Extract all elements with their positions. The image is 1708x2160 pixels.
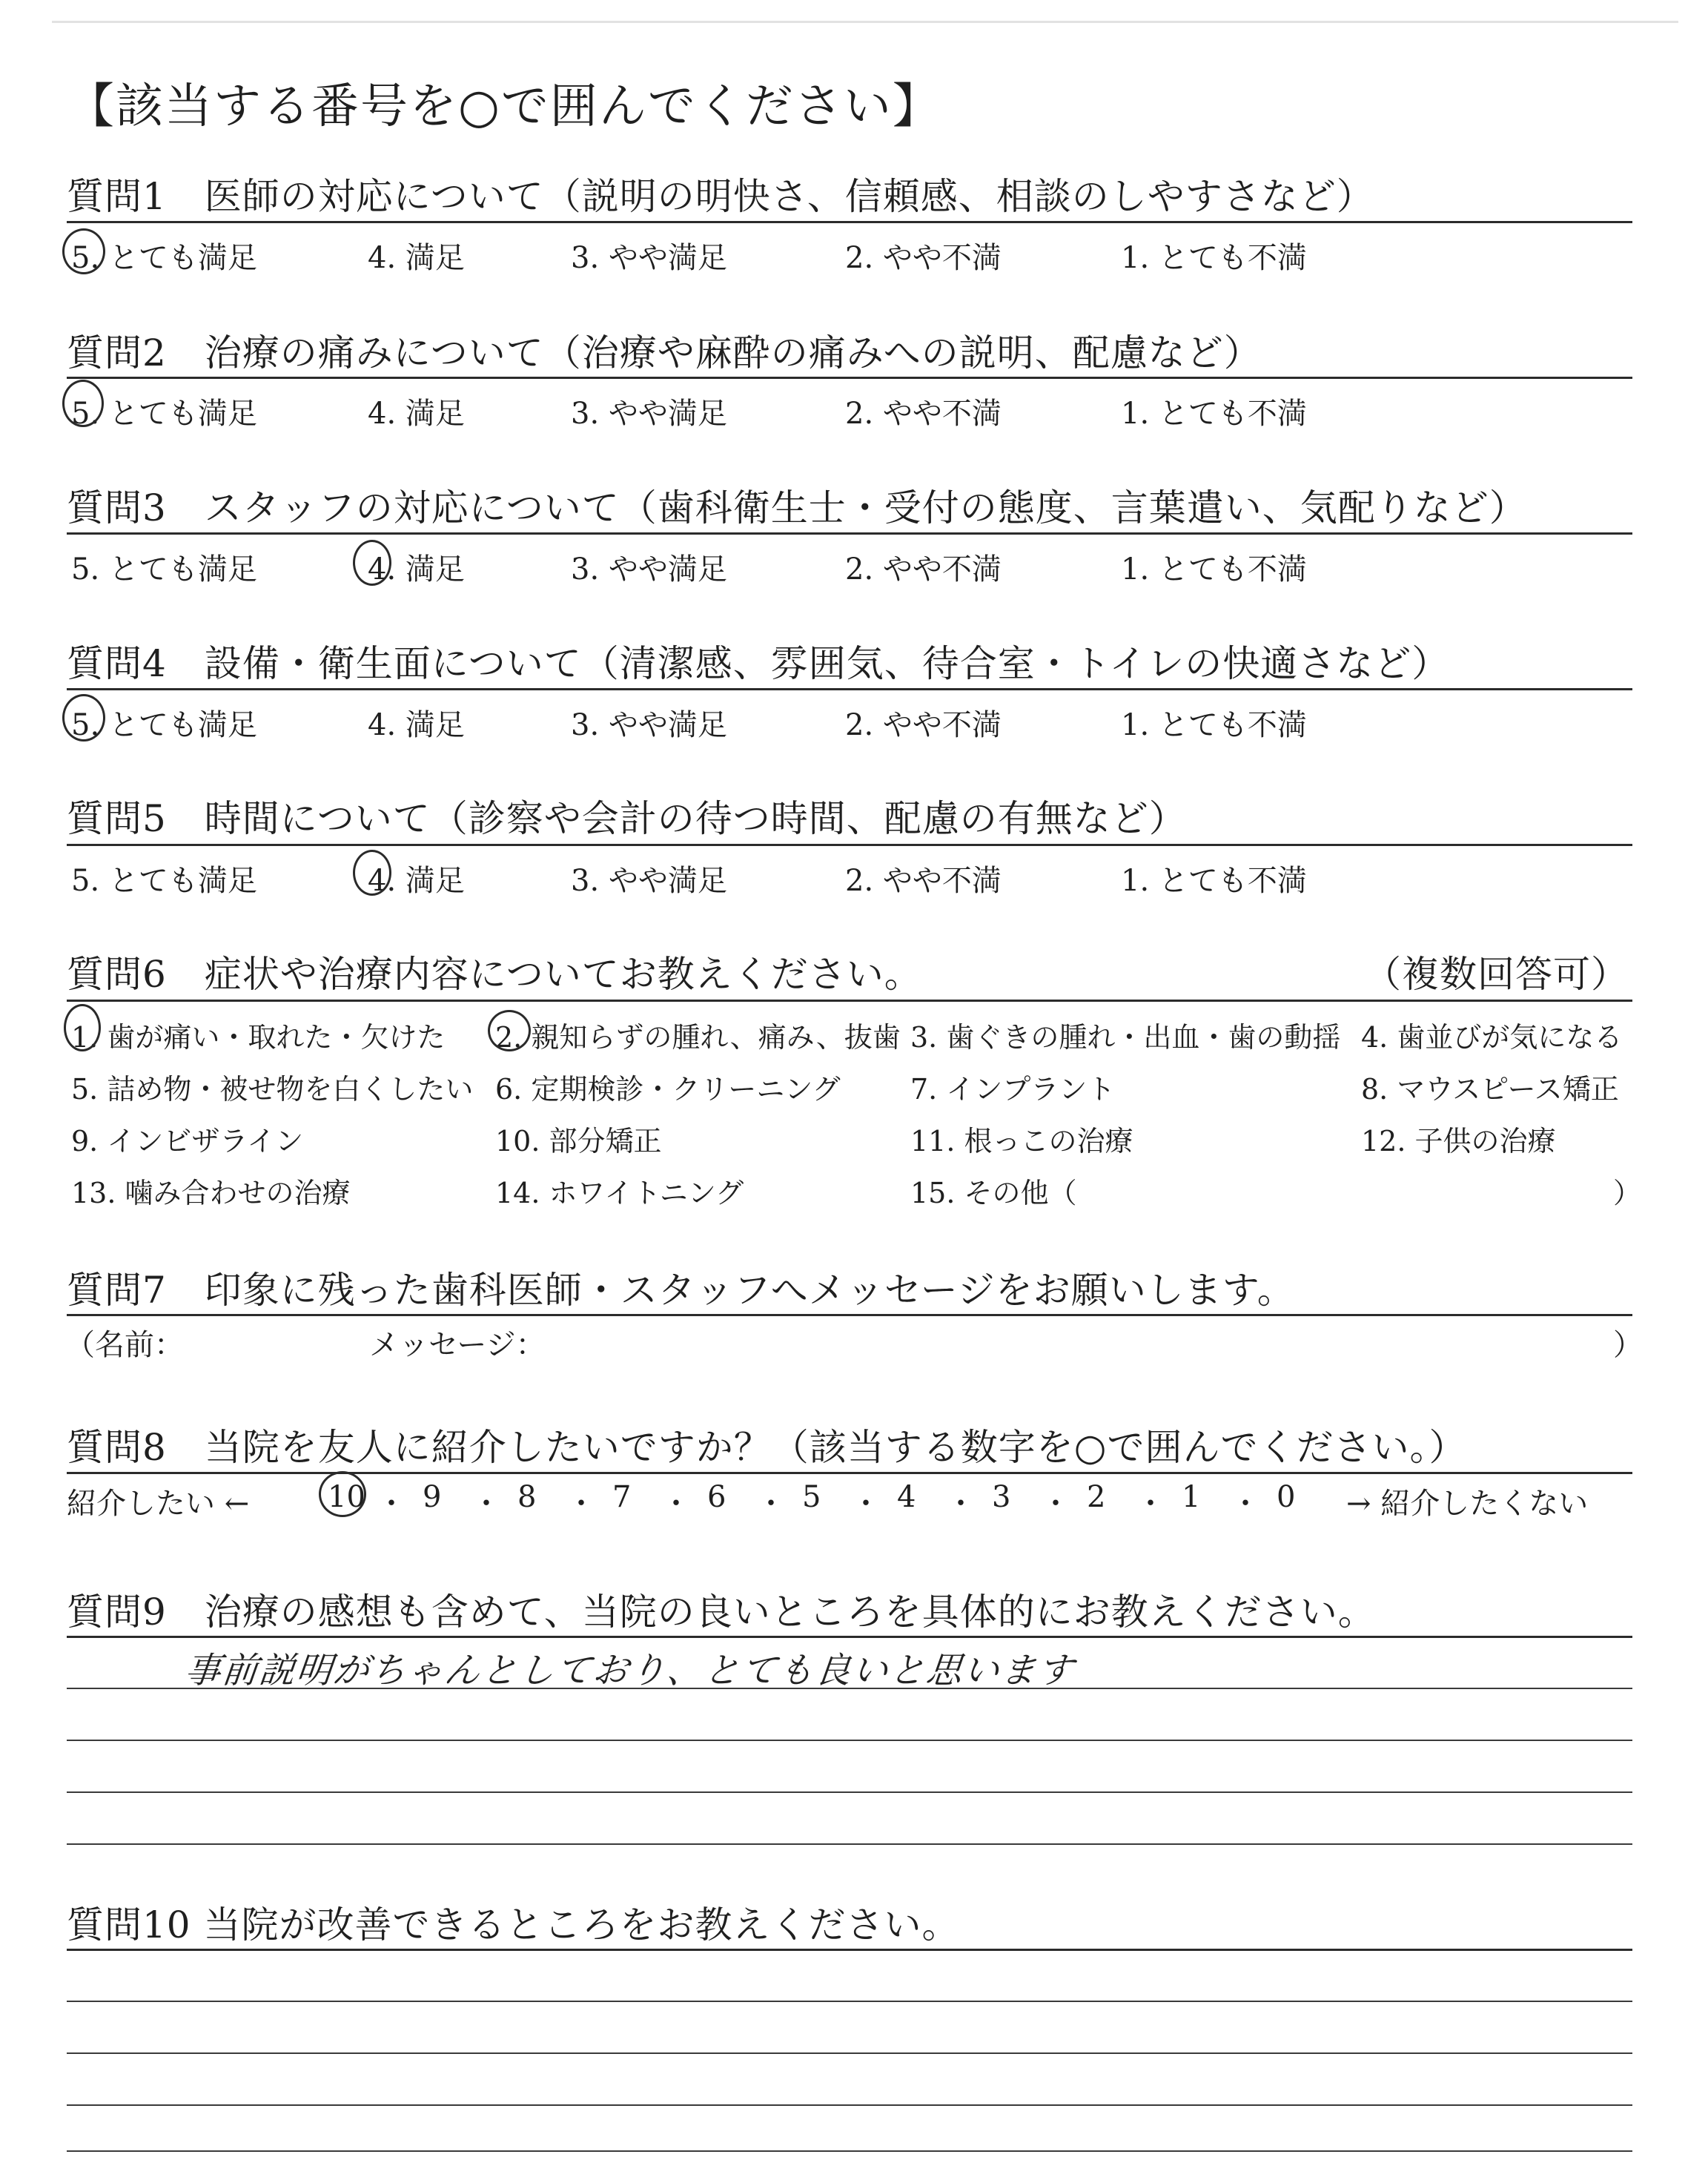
q6-item-2[interactable]: 2. 親知らずの腫れ、痛み、抜歯	[495, 1021, 901, 1054]
q9-answer-line-2	[67, 1740, 1632, 1741]
q8-scale-separator: ・	[1231, 1487, 1260, 1521]
q6-item-6[interactable]: 6. 定期検診・クリーニング	[495, 1073, 841, 1106]
q1-option-1[interactable]: 1. とても不満	[1121, 241, 1307, 275]
q8-scale-separator: ・	[1041, 1487, 1070, 1521]
q2-title: 質問2 治療の痛みについて（治療や麻酔の痛みへの説明、配慮など）	[67, 331, 1262, 374]
q9-answer-line-3	[67, 1791, 1632, 1793]
q7-close-paren: ）	[1613, 1328, 1643, 1362]
q4-option-3[interactable]: 3. やや満足	[571, 708, 727, 742]
q8-scale-separator: ・	[566, 1487, 596, 1521]
q7-rule	[67, 1314, 1632, 1316]
q3-option-5[interactable]: 5. とても満足	[71, 552, 257, 587]
q6-item-3[interactable]: 3. 歯ぐきの腫れ・出血・歯の動揺	[910, 1021, 1341, 1054]
q8-title: 質問8 当院を友人に紹介したいですか？（該当する数字を○で囲んでください。）	[67, 1426, 1467, 1469]
q8-scale-separator: ・	[471, 1487, 501, 1521]
q10-answer-line-2	[67, 2052, 1632, 2054]
q4-option-1[interactable]: 1. とても不満	[1121, 708, 1307, 742]
q2-option-1[interactable]: 1. とても不満	[1121, 397, 1307, 431]
q9-handwritten-answer[interactable]: 事前説明がちゃんとしており、とても良いと思います	[182, 1650, 1077, 1691]
q3-option-4[interactable]: 4. 満足	[368, 552, 465, 587]
q4-option-4[interactable]: 4. 満足	[368, 708, 465, 742]
q10-answer-line-3	[67, 2104, 1632, 2106]
q4-option-5[interactable]: 5. とても満足	[71, 708, 257, 742]
q8-right-label: → 紹介したくない	[1346, 1487, 1589, 1521]
q6-item-4[interactable]: 4. 歯並びが気になる	[1361, 1021, 1623, 1054]
q7-title: 質問7 印象に残った歯科医師・スタッフへメッセージをお願いします。	[67, 1269, 1295, 1312]
q6-rule	[67, 1000, 1632, 1002]
q6-item-7[interactable]: 7. インプラント	[910, 1073, 1116, 1106]
q6-item-8[interactable]: 8. マウスピース矯正	[1361, 1073, 1619, 1106]
q10-answer-line-1	[67, 2001, 1632, 2002]
q4-rule	[67, 688, 1632, 690]
q2-option-3[interactable]: 3. やや満足	[571, 397, 727, 431]
q8-scale-value-8[interactable]: 8	[517, 1480, 537, 1514]
q8-left-label: 紹介したい ←	[67, 1487, 250, 1521]
scan-top-edge	[52, 21, 1678, 23]
q8-scale-value-9[interactable]: 9	[423, 1480, 442, 1514]
q3-rule	[67, 532, 1632, 535]
q6-item-1-selection-circle	[64, 1004, 101, 1051]
q3-option-2[interactable]: 2. やや不満	[845, 552, 1002, 587]
q1-rule	[67, 221, 1632, 223]
q2-option-2[interactable]: 2. やや不満	[845, 397, 1002, 431]
q5-option-1[interactable]: 1. とても不満	[1121, 864, 1307, 898]
q2-rule	[67, 377, 1632, 379]
q5-option-2[interactable]: 2. やや不満	[845, 864, 1002, 898]
q8-scale-separator: ・	[661, 1487, 691, 1521]
q8-rule	[67, 1472, 1632, 1474]
q1-option-4[interactable]: 4. 満足	[368, 241, 465, 275]
q8-scale-value-3[interactable]: 3	[992, 1480, 1011, 1514]
q2-option-5[interactable]: 5. とても満足	[71, 397, 257, 431]
q3-option-3[interactable]: 3. やや満足	[571, 552, 727, 587]
q1-option-3[interactable]: 3. やや満足	[571, 241, 727, 275]
page-heading: 【該当する番号を○で囲んでください】	[67, 79, 941, 134]
q6-item-15[interactable]: 15. その他（	[910, 1177, 1077, 1209]
q5-title: 質問5 時間について（診察や会計の待つ時間、配慮の有無など）	[67, 797, 1187, 840]
q4-selection-circle	[62, 694, 105, 742]
q3-title: 質問3 スタッフの対応について（歯科衛生士・受付の態度、言葉遣い、気配りなど）	[67, 486, 1527, 529]
q8-scale-separator: ・	[756, 1487, 786, 1521]
q8-scale-value-1[interactable]: 1	[1182, 1480, 1201, 1514]
q6-item-2-selection-circle	[488, 1010, 531, 1051]
q1-selection-circle	[62, 228, 105, 274]
q5-rule	[67, 844, 1632, 846]
q8-scale-value-5[interactable]: 5	[802, 1480, 821, 1514]
q3-option-1[interactable]: 1. とても不満	[1121, 552, 1307, 587]
q6-item-13[interactable]: 13. 噛み合わせの治療	[71, 1177, 351, 1209]
q8-scale-separator: ・	[1136, 1487, 1165, 1521]
q8-scale-value-2[interactable]: 2	[1087, 1480, 1106, 1514]
q9-rule	[67, 1636, 1632, 1638]
q8-scale-value-0[interactable]: 0	[1277, 1480, 1296, 1514]
q7-message-label: メッセージ：	[369, 1328, 546, 1362]
q6-item-5[interactable]: 5. 詰め物・被せ物を白くしたい	[71, 1073, 474, 1106]
q10-title: 質問10 当院が改善できるところをお教えください。	[67, 1903, 960, 1946]
q7-name-label: （名前：	[65, 1328, 184, 1362]
q1-option-2[interactable]: 2. やや不満	[845, 241, 1002, 275]
q8-selection-circle	[319, 1471, 366, 1517]
q10-answer-line-4	[67, 2150, 1632, 2152]
q10-rule	[67, 1949, 1632, 1951]
q8-scale-value-10[interactable]: 10	[328, 1480, 365, 1514]
q5-option-3[interactable]: 3. やや満足	[571, 864, 727, 898]
q8-scale-value-7[interactable]: 7	[612, 1480, 632, 1514]
q6-item-12[interactable]: 12. 子供の治療	[1361, 1125, 1556, 1157]
q6-item-10[interactable]: 10. 部分矯正	[495, 1125, 662, 1157]
q5-selection-circle	[353, 850, 391, 896]
q4-option-2[interactable]: 2. やや不満	[845, 708, 1002, 742]
q8-scale-separator: ・	[377, 1487, 406, 1521]
q2-selection-circle	[62, 380, 104, 427]
q1-title: 質問1 医師の対応について（説明の明快さ、信頼感、相談のしやすさなど）	[67, 175, 1374, 218]
q9-answer-line-1	[67, 1688, 1632, 1689]
q8-scale-value-6[interactable]: 6	[707, 1480, 726, 1514]
q5-option-5[interactable]: 5. とても満足	[71, 864, 257, 898]
q6-multiple-note: （複数回答可）	[1364, 953, 1629, 996]
q6-title: 質問6 症状や治療内容についてお教えください。	[67, 953, 922, 996]
q8-scale-separator: ・	[946, 1487, 976, 1521]
q9-answer-line-4	[67, 1843, 1632, 1845]
q8-scale-value-4[interactable]: 4	[897, 1480, 916, 1514]
q6-item-9[interactable]: 9. インビザライン	[71, 1125, 304, 1157]
q9-title: 質問9 治療の感想も含めて、当院の良いところを具体的にお教えください。	[67, 1591, 1376, 1634]
q3-selection-circle	[353, 540, 391, 586]
q6-other-close-paren: ）	[1613, 1177, 1642, 1209]
q6-item-1[interactable]: 1. 歯が痛い・取れた・欠けた	[71, 1021, 446, 1054]
q8-scale-separator: ・	[851, 1487, 881, 1521]
q6-item-11[interactable]: 11. 根っこの治療	[910, 1125, 1133, 1157]
q2-option-4[interactable]: 4. 満足	[368, 397, 465, 431]
q6-item-14[interactable]: 14. ホワイトニング	[495, 1177, 744, 1209]
q1-option-5[interactable]: 5. とても満足	[71, 241, 257, 275]
q5-option-4[interactable]: 4. 満足	[368, 864, 465, 898]
q4-title: 質問4 設備・衛生面について（清潔感、雰囲気、待合室・トイレの快適さなど）	[67, 642, 1450, 685]
